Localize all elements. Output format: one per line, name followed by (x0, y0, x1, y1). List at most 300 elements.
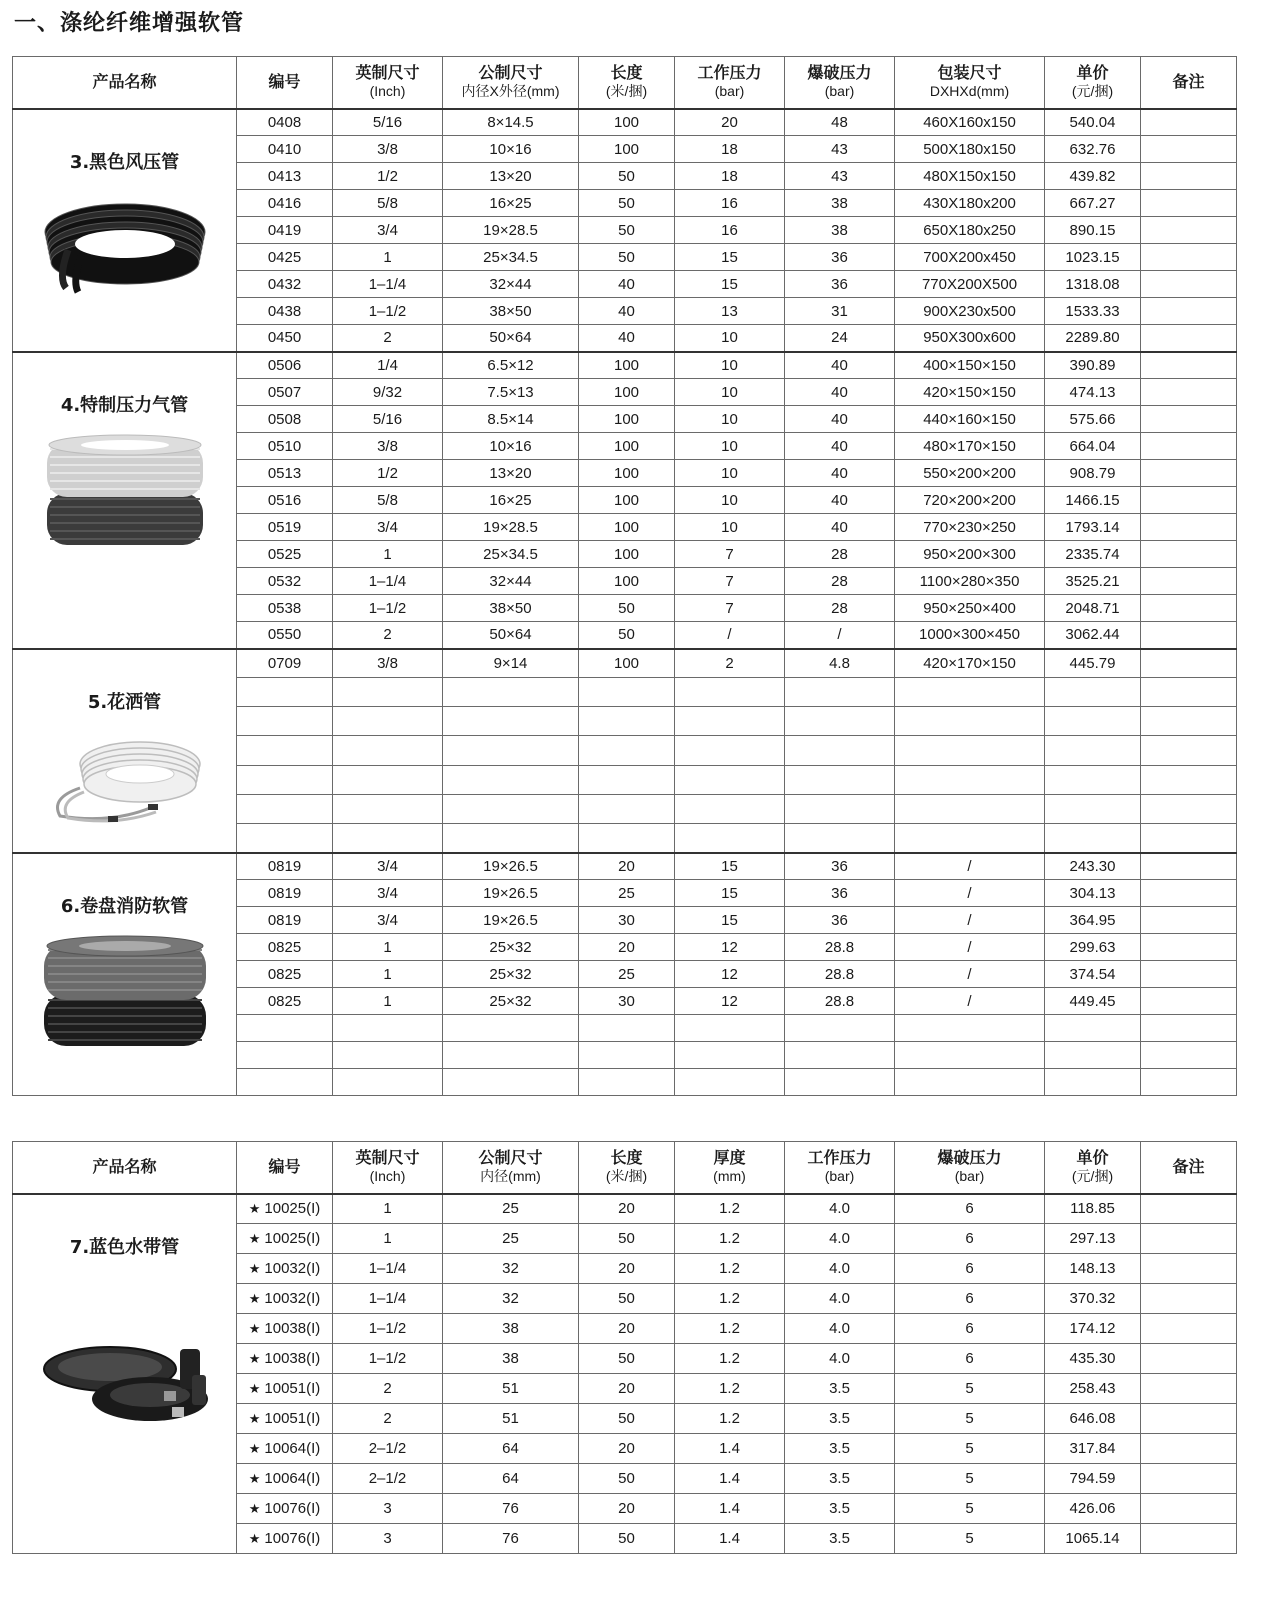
cell-burst-pressure (895, 1254, 1045, 1284)
cell-burst-pressure (785, 460, 895, 487)
cell-burst-pressure (785, 988, 895, 1015)
cell-value: 16×25 (489, 491, 532, 509)
cell-unit-price (1045, 325, 1141, 352)
cell-value: 76 (502, 1530, 519, 1547)
cell-item-code (237, 1404, 333, 1434)
cell-unit-price (1045, 1344, 1141, 1374)
cell-value: 50 (618, 626, 635, 644)
cell-value: 50×64 (489, 626, 532, 644)
cell-thickness (675, 1224, 785, 1254)
cell-value: 0538 (267, 599, 302, 617)
cell-remark (1141, 823, 1237, 852)
cell-value: 299.63 (1069, 938, 1116, 956)
cell-value: 10038(I) (264, 1320, 321, 1337)
cell-value: 297.13 (1069, 1230, 1116, 1247)
cell-working-pressure (785, 1494, 895, 1524)
cell-value: 4.0 (829, 1320, 850, 1337)
cell-thickness (675, 1314, 785, 1344)
cell-value: 1–1/2 (368, 1350, 407, 1367)
cell-burst-pressure (785, 406, 895, 433)
cell-value: 50 (618, 599, 635, 617)
cell-length (579, 1464, 675, 1494)
cell-metric-size (443, 163, 579, 190)
cell-inch-size (333, 298, 443, 325)
column-header-title: 厚度 (713, 1148, 746, 1168)
column-header-unit: (Inch) (369, 1168, 406, 1185)
cell-thickness (675, 1464, 785, 1494)
cell-metric-size (443, 622, 579, 649)
cell-value: 20 (721, 113, 738, 131)
cell-inch-size (333, 595, 443, 622)
cell-working-pressure (785, 1464, 895, 1494)
cell-value: 3.5 (829, 1440, 850, 1457)
cell-value: 435.30 (1069, 1350, 1116, 1367)
cell-value: 2–1/2 (368, 1440, 407, 1457)
cell-working-pressure (675, 1042, 785, 1069)
column-header (333, 57, 443, 109)
cell-value: 0819 (267, 884, 302, 902)
cell-inch-size (333, 163, 443, 190)
cell-value: 770×230×250 (923, 518, 1016, 536)
cell-length (579, 1042, 675, 1069)
cell-remark (1141, 678, 1237, 707)
cell-metric-size (443, 487, 579, 514)
cell-remark (1141, 433, 1237, 460)
cell-length (579, 1194, 675, 1224)
cell-metric-size (443, 736, 579, 765)
cell-item-code (237, 1524, 333, 1554)
cell-package-size (895, 244, 1045, 271)
cell-burst-pressure (785, 217, 895, 244)
cell-value: 1.4 (719, 1440, 740, 1457)
cell-value: 5 (965, 1530, 974, 1547)
cell-thickness (675, 1254, 785, 1284)
cell-unit-price (1045, 568, 1141, 595)
cell-burst-pressure (785, 1069, 895, 1096)
cell-burst-pressure (785, 853, 895, 880)
cell-burst-pressure (785, 271, 895, 298)
cell-remark (1141, 244, 1237, 271)
cell-value: 25 (618, 965, 635, 983)
cell-metric-size (443, 961, 579, 988)
cell-value: 480X150x150 (923, 167, 1016, 185)
cell-value: 550×200×200 (923, 464, 1016, 482)
cell-unit-price (1045, 109, 1141, 136)
cell-value: 15 (721, 911, 738, 929)
cell-value: 2335.74 (1065, 545, 1120, 563)
cell-item-code (237, 1434, 333, 1464)
cell-length (579, 1494, 675, 1524)
cell-item-code (237, 595, 333, 622)
cell-working-pressure (675, 244, 785, 271)
cell-unit-price (1045, 595, 1141, 622)
cell-inch-size (333, 649, 443, 678)
cell-metric-size (443, 988, 579, 1015)
cell-inch-size (333, 1404, 443, 1434)
cell-item-code (237, 1314, 333, 1344)
cell-item-code (237, 217, 333, 244)
cell-inch-size (333, 352, 443, 379)
cell-value: 15 (721, 275, 738, 293)
column-header (1141, 57, 1237, 109)
cell-value: 10025(I) (264, 1230, 321, 1247)
cell-value: 1.2 (719, 1350, 740, 1367)
cell-value: 6 (965, 1350, 974, 1367)
cell-value: 9×14 (493, 654, 528, 672)
cell-remark (1141, 595, 1237, 622)
product-cell (13, 853, 237, 1096)
cell-item-code (237, 271, 333, 298)
cell-length (579, 1224, 675, 1254)
cell-inch-size (333, 1284, 443, 1314)
cell-remark (1141, 622, 1237, 649)
cell-item-code (237, 190, 333, 217)
product-cell (13, 109, 237, 352)
cell-value: 0438 (267, 302, 302, 320)
cell-package-size (895, 934, 1045, 961)
cell-package-size (895, 487, 1045, 514)
cell-value: 174.12 (1069, 1320, 1116, 1337)
cell-value: 1.2 (719, 1410, 740, 1427)
cell-value: 28.8 (824, 965, 855, 983)
cell-item-code (237, 649, 333, 678)
cell-metric-size (443, 217, 579, 244)
cell-item-code (237, 823, 333, 852)
cell-value: / (837, 626, 842, 644)
cell-value: 0508 (267, 410, 302, 428)
cell-unit-price (1045, 794, 1141, 823)
cell-value: 40 (831, 491, 848, 509)
cell-value: 6 (965, 1200, 974, 1218)
cell-remark (1141, 1069, 1237, 1096)
cell-metric-size (443, 541, 579, 568)
cell-value: / (967, 992, 972, 1010)
cell-value: 64 (502, 1440, 519, 1457)
cell-inch-size (333, 794, 443, 823)
cell-value: 10 (721, 518, 738, 536)
cell-length (579, 707, 675, 736)
cell-value: 15 (721, 884, 738, 902)
star-icon: ★ (248, 1471, 261, 1486)
cell-value: 1/4 (377, 356, 398, 374)
cell-thickness (675, 1434, 785, 1464)
price-table-2 (12, 1141, 1237, 1554)
cell-inch-size (333, 1194, 443, 1224)
cell-inch-size (333, 622, 443, 649)
cell-unit-price (1045, 1069, 1141, 1096)
cell-metric-size (443, 190, 579, 217)
cell-metric-size (443, 271, 579, 298)
product-cell (13, 352, 237, 649)
cell-value: 38×50 (489, 302, 532, 320)
cell-value: 3 (383, 1530, 392, 1547)
cell-value: 50 (618, 1230, 635, 1247)
cell-value: 5/8 (377, 491, 398, 509)
cell-value: 0519 (267, 518, 302, 536)
cell-value: 38 (502, 1320, 519, 1337)
product-image (13, 1319, 236, 1443)
cell-value: 10 (721, 329, 738, 347)
cell-value: 440×160×150 (923, 410, 1016, 428)
cell-length (579, 190, 675, 217)
cell-value: 6 (965, 1230, 974, 1247)
cell-value: 632.76 (1069, 140, 1116, 158)
cell-value: 10051(I) (264, 1410, 321, 1427)
cell-value: 1.2 (719, 1260, 740, 1277)
cell-metric-size (443, 1344, 579, 1374)
cell-item-code (237, 541, 333, 568)
cell-value: 10 (721, 491, 738, 509)
cell-value: 100 (613, 356, 640, 374)
cell-value: 51 (502, 1410, 519, 1427)
cell-burst-pressure (785, 678, 895, 707)
cell-item-code (237, 352, 333, 379)
cell-value: 0819 (267, 911, 302, 929)
cell-item-code (237, 163, 333, 190)
star-icon: ★ (248, 1261, 261, 1276)
cell-metric-size (443, 649, 579, 678)
cell-value: 0416 (267, 194, 302, 212)
cell-value: 20 (618, 1380, 635, 1397)
column-header (895, 57, 1045, 109)
table-row (13, 352, 1237, 379)
cell-metric-size (443, 907, 579, 934)
cell-remark (1141, 271, 1237, 298)
cell-value: 900X230x500 (923, 302, 1016, 320)
column-header-title: 备注 (1172, 1157, 1205, 1177)
cell-inch-size (333, 460, 443, 487)
cell-inch-size (333, 109, 443, 136)
cell-burst-pressure (895, 1494, 1045, 1524)
cell-value: 32 (502, 1260, 519, 1277)
cell-value: 43 (831, 140, 848, 158)
cell-unit-price (1045, 1374, 1141, 1404)
product-image (13, 188, 236, 312)
cell-value: 20 (618, 1260, 635, 1277)
cell-value: 10×16 (489, 437, 532, 455)
cell-thickness (675, 1494, 785, 1524)
cell-length (579, 325, 675, 352)
cell-length (579, 988, 675, 1015)
product-name: 6.卷盘消防软管 (60, 895, 189, 917)
star-icon: ★ (248, 1531, 261, 1546)
cell-working-pressure (675, 765, 785, 794)
cell-value: 6.5×12 (487, 356, 534, 374)
cell-length (579, 622, 675, 649)
column-header (675, 1142, 785, 1194)
cell-value: 25×34.5 (483, 545, 538, 563)
cell-item-code (237, 707, 333, 736)
cell-inch-size (333, 823, 443, 852)
cell-value: 1/2 (377, 464, 398, 482)
cell-package-size (895, 433, 1045, 460)
cell-inch-size (333, 707, 443, 736)
cell-remark (1141, 379, 1237, 406)
cell-working-pressure (785, 1344, 895, 1374)
cell-unit-price (1045, 1284, 1141, 1314)
cell-value: 1 (383, 248, 392, 266)
cell-item-code (237, 1224, 333, 1254)
cell-item-code (237, 379, 333, 406)
cell-value: 32×44 (489, 275, 532, 293)
cell-length (579, 568, 675, 595)
cell-item-code (237, 244, 333, 271)
cell-metric-size (443, 1194, 579, 1224)
cell-metric-size (443, 298, 579, 325)
cell-package-size (895, 1069, 1045, 1096)
column-header-unit: (Inch) (369, 83, 406, 100)
cell-remark (1141, 1464, 1237, 1494)
cell-value: 20 (618, 1200, 635, 1218)
cell-burst-pressure (895, 1404, 1045, 1434)
column-header-unit: DXHXd(mm) (929, 83, 1010, 100)
cell-value: 445.79 (1069, 654, 1116, 672)
cell-value: 7 (725, 572, 734, 590)
cell-item-code (237, 988, 333, 1015)
cell-value: 908.79 (1069, 464, 1116, 482)
cell-working-pressure (675, 622, 785, 649)
cell-item-code (237, 765, 333, 794)
column-header-title: 公制尺寸 (478, 63, 543, 83)
cell-value: 7.5×13 (487, 383, 534, 401)
cell-working-pressure (675, 961, 785, 988)
cell-length (579, 109, 675, 136)
cell-value: 100 (613, 518, 640, 536)
cell-metric-size (443, 853, 579, 880)
column-header-unit: (mm) (713, 1168, 746, 1185)
cell-package-size (895, 217, 1045, 244)
cell-value: 19×26.5 (483, 884, 538, 902)
cell-value: 50 (618, 1470, 635, 1487)
cell-remark (1141, 794, 1237, 823)
table-row (13, 649, 1237, 678)
cell-metric-size (443, 1404, 579, 1434)
cell-burst-pressure (785, 514, 895, 541)
cell-value: 5 (965, 1380, 974, 1397)
cell-package-size (895, 271, 1045, 298)
column-header-title: 工作压力 (697, 63, 762, 83)
cell-value: 460X160x150 (923, 113, 1016, 131)
cell-value: 1.2 (719, 1200, 740, 1218)
cell-burst-pressure (785, 244, 895, 271)
cell-value: 36 (831, 857, 848, 875)
cell-value: 480×170×150 (923, 437, 1016, 455)
cell-value: / (727, 626, 732, 644)
cell-burst-pressure (895, 1344, 1045, 1374)
cell-item-code (237, 136, 333, 163)
cell-value: 3525.21 (1065, 572, 1120, 590)
cell-value: 258.43 (1069, 1380, 1116, 1397)
cell-inch-size (333, 934, 443, 961)
cell-package-size (895, 622, 1045, 649)
cell-remark (1141, 961, 1237, 988)
table-row (13, 109, 1237, 136)
cell-unit-price (1045, 217, 1141, 244)
cell-value: 304.13 (1069, 884, 1116, 902)
cell-value: 50 (618, 194, 635, 212)
cell-value: 12 (721, 938, 738, 956)
cell-burst-pressure (785, 649, 895, 678)
cell-value: 31 (831, 302, 848, 320)
cell-unit-price (1045, 1042, 1141, 1069)
cell-burst-pressure (785, 190, 895, 217)
cell-value: 32 (502, 1290, 519, 1307)
cell-item-code (237, 1194, 333, 1224)
cell-length (579, 1284, 675, 1314)
cell-working-pressure (675, 988, 785, 1015)
cell-inch-size (333, 1434, 443, 1464)
cell-value: 50 (618, 167, 635, 185)
cell-value: 13×20 (489, 464, 532, 482)
cell-value: 794.59 (1069, 1470, 1116, 1487)
cell-value: 1–1/4 (368, 275, 407, 293)
cell-unit-price (1045, 433, 1141, 460)
column-header-unit: (元/捆) (1071, 83, 1114, 100)
cell-value: 100 (613, 113, 640, 131)
product-name: 3.黑色风压管 (69, 151, 180, 173)
cell-length (579, 1434, 675, 1464)
cell-inch-size (333, 853, 443, 880)
cell-length (579, 1374, 675, 1404)
cell-remark (1141, 1494, 1237, 1524)
cell-value: 50 (618, 1530, 635, 1547)
cell-value: 0525 (267, 545, 302, 563)
cell-value: 1.4 (719, 1530, 740, 1547)
cell-value: 950×250×400 (923, 599, 1016, 617)
cell-unit-price (1045, 460, 1141, 487)
cell-value: 0408 (267, 113, 302, 131)
cell-burst-pressure (785, 765, 895, 794)
cell-unit-price (1045, 1224, 1141, 1254)
cell-metric-size (443, 823, 579, 852)
cell-value: 3/8 (377, 437, 398, 455)
cell-remark (1141, 649, 1237, 678)
cell-package-size (895, 379, 1045, 406)
cell-item-code (237, 433, 333, 460)
cell-package-size (895, 109, 1045, 136)
product-cell (13, 1194, 237, 1554)
cell-value: 40 (831, 464, 848, 482)
cell-working-pressure (675, 460, 785, 487)
column-header-title: 英制尺寸 (355, 63, 420, 83)
cell-value: 16×25 (489, 194, 532, 212)
cell-value: 243.30 (1069, 857, 1116, 875)
cell-value: 9/32 (372, 383, 403, 401)
cell-value: 0410 (267, 140, 302, 158)
cell-inch-size (333, 1314, 443, 1344)
cell-value: 25×32 (489, 938, 532, 956)
cell-unit-price (1045, 163, 1141, 190)
cell-burst-pressure (785, 487, 895, 514)
cell-value: / (967, 857, 972, 875)
cell-length (579, 1254, 675, 1284)
cell-value: 3/4 (377, 884, 398, 902)
cell-item-code (237, 736, 333, 765)
cell-metric-size (443, 678, 579, 707)
cell-inch-size (333, 1015, 443, 1042)
cell-thickness (675, 1404, 785, 1434)
cell-working-pressure (675, 514, 785, 541)
cell-burst-pressure (785, 325, 895, 352)
cell-working-pressure (785, 1404, 895, 1434)
cell-item-code (237, 1284, 333, 1314)
price-table-1 (12, 56, 1237, 1096)
cell-remark (1141, 568, 1237, 595)
cell-inch-size (333, 514, 443, 541)
cell-value: 374.54 (1069, 965, 1116, 983)
cell-value: 2–1/2 (368, 1470, 407, 1487)
cell-burst-pressure (785, 136, 895, 163)
